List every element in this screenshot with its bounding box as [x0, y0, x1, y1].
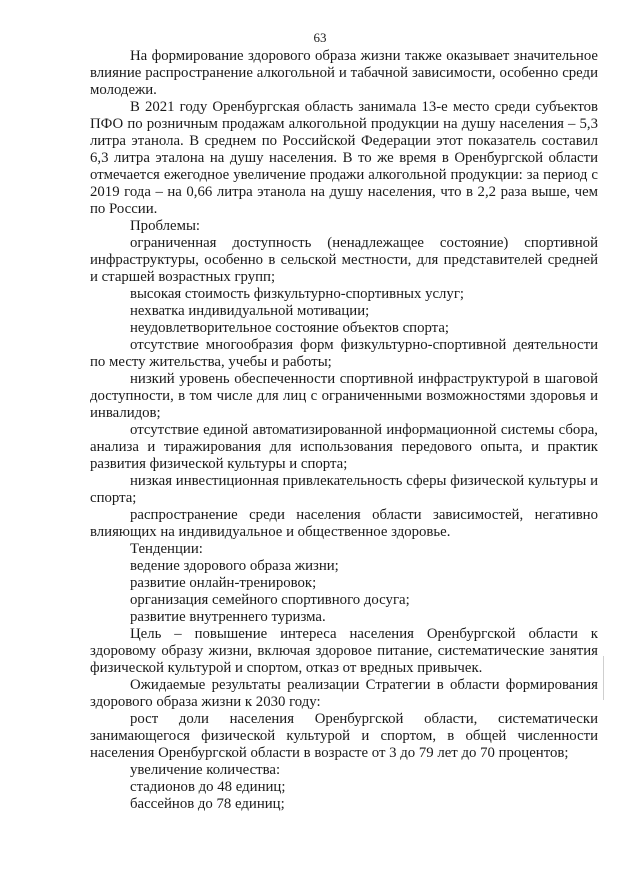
problem-item: высокая стоимость физкультурно-спортивных услуг; — [130, 286, 465, 302]
document-body — [90, 48, 598, 813]
problem-item: низкая инвестиционная привлекательность сферы физической культуры и спорта; — [90, 473, 598, 506]
heading-problems: Проблемы: — [130, 218, 201, 234]
result-item: увеличение количества: — [130, 762, 281, 778]
paragraph-goal: Цель – повышение интереса населения Оренбургской области к здоровому образу жизни, включая здоровое питание, систематические занятия физической культурой и спортом, отказ от вредных привычек. — [90, 626, 598, 676]
trend-item: ведение здорового образа жизни; — [130, 558, 339, 574]
result-item: стадионов до 48 единиц; — [130, 779, 286, 795]
result-item: рост доли населения Оренбургской области, систематически занимающегося физической культурой и спортом, в общей численности населения Оренбургской области в возрасте от 3 до 79 лет до 70 процентов; — [90, 711, 598, 761]
trend-item: развитие онлайн-тренировок; — [130, 575, 317, 591]
problem-item: распространение среди населения области зависимостей, негативно влияющих на индивидуальное и общественное здоровье. — [90, 507, 598, 540]
problem-item: неудовлетворительное состояние объектов спорта; — [130, 320, 449, 336]
problem-item: отсутствие единой автоматизированной информационной системы сбора, анализа и тиражирования для использования передового опыта, и практик развития физической культуры и спорта; — [90, 422, 598, 472]
result-item: бассейнов до 78 единиц; — [130, 796, 285, 812]
page-number: 63 — [313, 30, 327, 45]
paragraph-intro: На формирование здорового образа жизни также оказывает значительное влияние распространение алкогольной и табачной зависимости, особенно среди молодежи. — [90, 48, 598, 98]
problem-item: нехватка индивидуальной мотивации; — [130, 303, 370, 319]
problem-item: отсутствие многообразия форм физкультурно-спортивной деятельности по месту жительства, учебы и работы; — [90, 337, 598, 370]
scan-margin-line — [603, 656, 604, 700]
heading-trends: Тенденции: — [130, 541, 203, 557]
paragraph-statistics: В 2021 году Оренбургская область занимала 13-е место среди субъектов ПФО по розничным продажам алкогольной продукции на душу населения – 5,3 литра этанола. В среднем по Российской Федерации этот показатель составил 6,3 литра эталона на душу населения. В то же время в Оренбургской области отмечается ежегодное увеличение продажи алкогольной продукции: за период с 2019 года – на 0,66 литра этанола на душу населения, что в 2,2 раза выше, чем по России. — [90, 99, 598, 217]
problem-item: низкий уровень обеспеченности спортивной инфраструктурой в шаговой доступности, в том числе для лиц с ограниченными возможностями здоровья и инвалидов; — [90, 371, 598, 421]
trend-item: организация семейного спортивного досуга; — [130, 592, 410, 608]
problem-item: ограниченная доступность (ненадлежащее состояние) спортивной инфраструктуры, особенно в сельской местности, для представителей средней и старшей возрастных групп; — [90, 235, 598, 285]
paragraph-expected-results: Ожидаемые результаты реализации Стратегии в области формирования здорового образа жизни к 2030 году: — [90, 677, 598, 710]
trend-item: развитие внутреннего туризма. — [130, 609, 326, 625]
